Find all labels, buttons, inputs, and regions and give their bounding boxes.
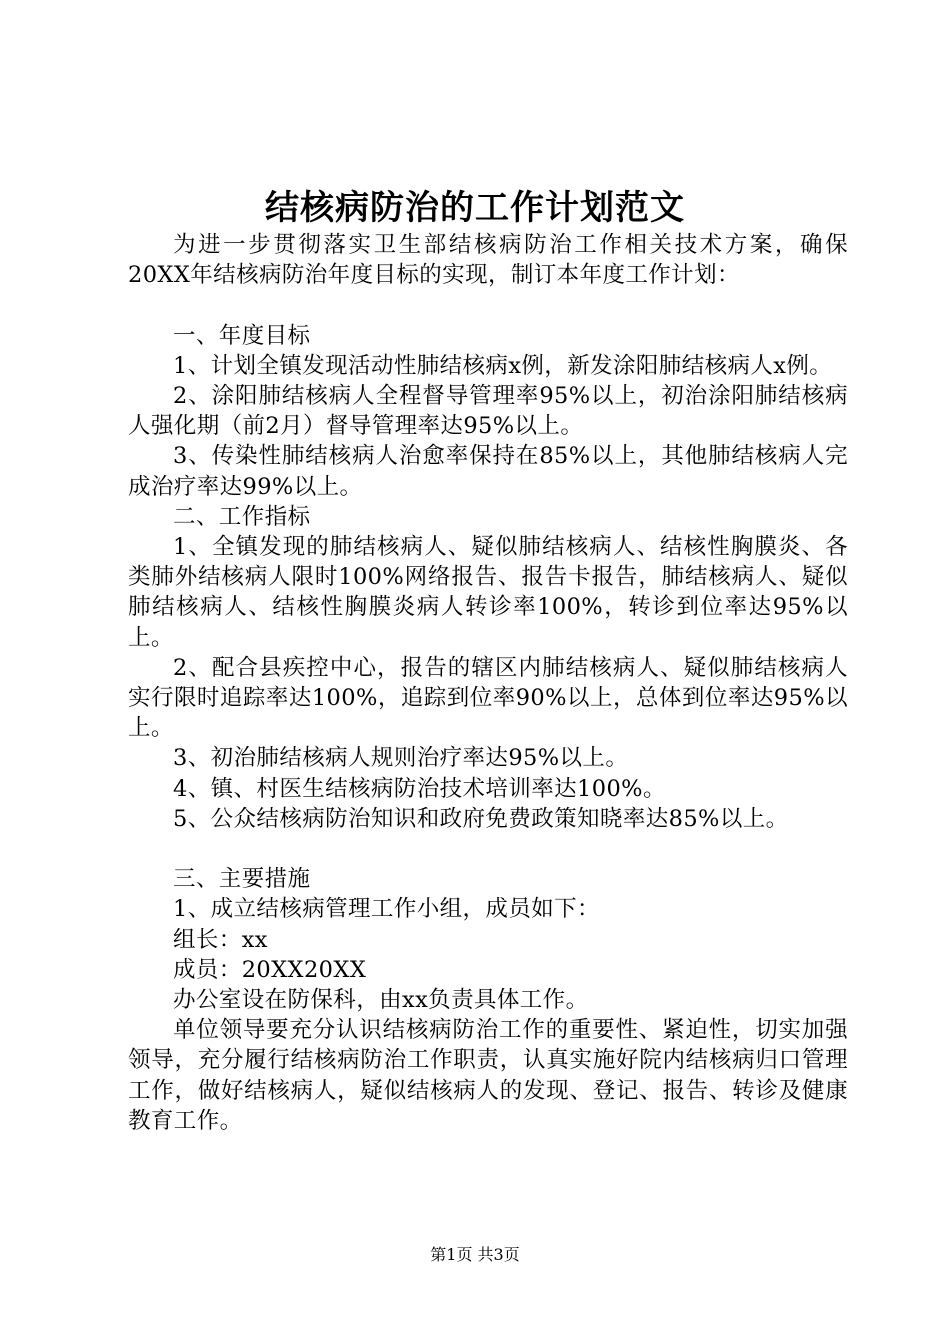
goal-item-1: 1、计划全镇发现活动性肺结核病x例，新发涂阳肺结核病人x例。 bbox=[173, 352, 833, 379]
document-body bbox=[128, 230, 848, 1136]
team-leader-line: 组长：xx bbox=[173, 926, 268, 953]
blank-line bbox=[128, 834, 848, 864]
page-number-footer: 第1页 共3页 bbox=[430, 1245, 520, 1264]
leadership-paragraph: 单位领导要充分认识结核病防治工作的重要性、紧迫性，切实加强领导，充分履行结核病防治工作职责，认真实施好院内结核病归口管理工作，做好结核病人，疑似结核病人的发现、登记、报告、转诊及健康教育工作。 bbox=[128, 1017, 848, 1134]
intro-paragraph: 为进一步贯彻落实卫生部结核病防治工作相关技术方案，确保20XX年结核病防治年度目标的实现，制订本年度工作计划： bbox=[128, 232, 848, 289]
goal-item-3: 3、传染性肺结核病人治愈率保持在85%以上，其他肺结核病人完成治疗率达99%以上。 bbox=[128, 443, 848, 500]
team-members-line: 成员：20XX20XX bbox=[173, 956, 367, 983]
office-line: 办公室设在防保科，由xx负责具体工作。 bbox=[173, 987, 589, 1014]
indicator-item-5: 5、公众结核病防治知识和政府免费政策知晓率达85%以上。 bbox=[173, 805, 789, 832]
document-title: 结核病防治的工作计划范文 bbox=[265, 188, 685, 228]
indicator-item-2: 2、配合县疾控中心，报告的辖区内肺结核病人、疑似肺结核病人实行限时追踪率达100%，追踪到位率90%以上，总体到位率达95%以上。 bbox=[128, 654, 848, 742]
indicator-item-1: 1、全镇发现的肺结核病人、疑似肺结核病人、结核性胸膜炎、各类肺外结核病人限时100%网络报告、报告卡报告，肺结核病人、疑似肺结核病人、结核性胸膜炎病人转诊率100%，转诊到位率达95%以上。 bbox=[128, 534, 848, 651]
indicator-item-4: 4、镇、村医生结核病防治技术培训率达100%。 bbox=[173, 775, 666, 802]
section-heading-annual-goals: 一、年度目标 bbox=[173, 322, 311, 349]
blank-line bbox=[128, 290, 848, 320]
indicator-item-3: 3、初治肺结核病人规则治疗率达95%以上。 bbox=[173, 745, 629, 772]
goal-item-2: 2、涂阳肺结核病人全程督导管理率95%以上，初治涂阳肺结核病人强化期（前2月）督导管理率达95%以上。 bbox=[128, 383, 848, 440]
section-heading-main-measures: 三、主要措施 bbox=[173, 866, 311, 893]
measure-item-1: 1、成立结核病管理工作小组，成员如下： bbox=[173, 896, 600, 923]
section-heading-work-indicators: 二、工作指标 bbox=[173, 503, 311, 530]
